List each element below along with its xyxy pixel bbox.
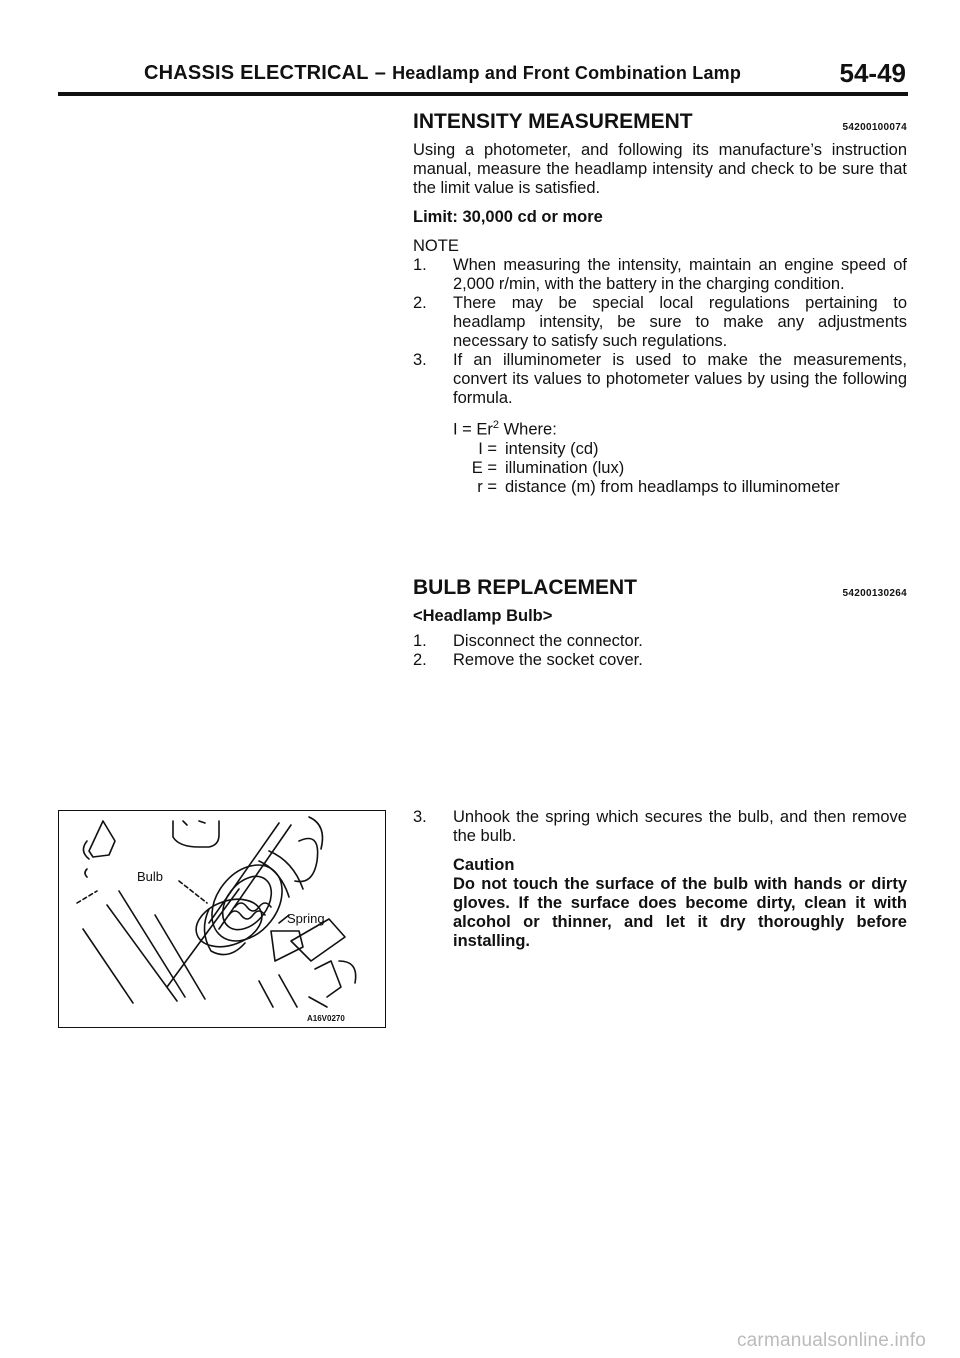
label-bulb: Bulb	[137, 869, 164, 884]
notes-list	[413, 256, 907, 408]
formula-block	[453, 416, 907, 497]
intensity-heading	[413, 112, 907, 131]
bulb-heading	[413, 578, 907, 597]
list-item	[413, 808, 907, 846]
bulb-drawing	[59, 811, 385, 1027]
list-item	[413, 351, 907, 408]
formula-lhs: I = Er	[453, 420, 493, 439]
header-rule	[58, 92, 908, 96]
intensity-code: 54200100074	[842, 122, 907, 133]
step-text: Disconnect the connector.	[453, 632, 643, 650]
list-item	[413, 632, 907, 651]
intensity-section	[413, 112, 907, 497]
note-number: 2.	[413, 294, 427, 312]
caution-label: Caution	[453, 856, 515, 874]
list-item	[413, 294, 907, 351]
formula-symbol: r =	[477, 477, 497, 496]
step3-section	[413, 808, 907, 951]
bulb-illustration	[58, 810, 386, 1028]
intensity-title: INTENSITY MEASUREMENT	[413, 110, 693, 133]
note-text: There may be special local regulations pertaining to headlamp intensity, be sure to make any adjustments necessary to satisfy such regulations.	[453, 294, 907, 350]
caution-block	[453, 856, 907, 951]
step-text: Remove the socket cover.	[453, 651, 643, 669]
formula-desc: intensity (cd)	[505, 439, 599, 458]
step-number: 3.	[413, 808, 427, 826]
header-title	[144, 62, 741, 85]
note-label: NOTE	[413, 237, 459, 255]
formula-def	[453, 459, 907, 478]
header-subsection: Headlamp and Front Combination Lamp	[392, 63, 742, 83]
note-number: 1.	[413, 256, 427, 274]
formula-desc: illumination (lux)	[505, 458, 625, 477]
note-number: 3.	[413, 351, 427, 369]
bulb-title: BULB REPLACEMENT	[413, 576, 637, 599]
label-spring: Spring	[287, 911, 325, 926]
header-section: CHASSIS ELECTRICAL	[144, 62, 369, 84]
formula-symbol: E =	[471, 458, 497, 477]
formula-def	[453, 440, 907, 459]
formula-desc: distance (m) from headlamps to illuminometer	[505, 477, 840, 496]
page-header	[144, 58, 906, 90]
watermark: carmanualsonline.info	[736, 1330, 926, 1351]
list-item	[413, 256, 907, 294]
header-separator: –	[374, 62, 387, 84]
note-text: When measuring the intensity, maintain an engine speed of 2,000 r/min, with the battery in the charging condition.	[453, 256, 907, 293]
bulb-steps	[413, 632, 907, 670]
step-number: 1.	[413, 632, 427, 650]
bulb-step3-list	[413, 808, 907, 846]
bulb-section	[413, 578, 907, 670]
page-number: 54-49	[839, 58, 906, 88]
intensity-limit: Limit: 30,000 cd or more	[413, 208, 603, 226]
formula-line	[453, 416, 907, 440]
caution-text: Do not touch the surface of the bulb with hands or dirty gloves. If the surface does become dirty, clean it with alcohol or thinner, and let it dry thoroughly before installing.	[453, 875, 907, 950]
intensity-intro: Using a photometer, and following its manufacture’s instruction manual, measure the headlamp intensity and check to be sure that the limit value is satisfied.	[413, 141, 907, 197]
formula-where: Where:	[503, 420, 557, 439]
figure-code: A16V0270	[307, 1014, 345, 1023]
bulb-code: 54200130264	[842, 588, 907, 599]
step-number: 2.	[413, 651, 427, 669]
formula-exponent: 2	[492, 419, 500, 431]
bulb-subheading: <Headlamp Bulb>	[413, 607, 553, 625]
list-item	[413, 651, 907, 670]
formula-symbol: I =	[478, 439, 497, 458]
note-text: If an illuminometer is used to make the measurements, convert its values to photometer values by using the following formula.	[453, 351, 907, 407]
step-text: Unhook the spring which secures the bulb, and then remove the bulb.	[453, 808, 907, 845]
formula-def	[453, 478, 907, 497]
